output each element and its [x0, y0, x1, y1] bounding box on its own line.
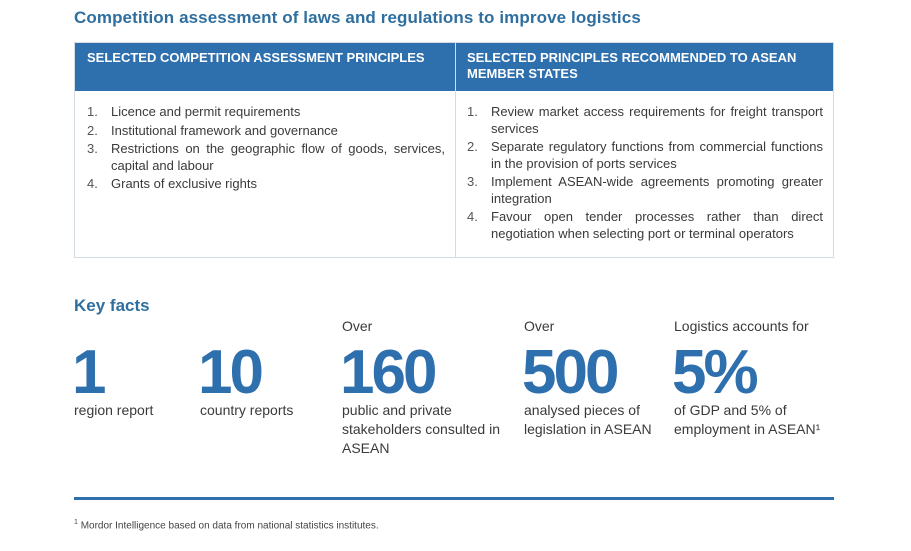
- fact-description: country reports: [200, 402, 294, 418]
- principles-table: [74, 42, 834, 258]
- footnote-text: Mordor Intelligence based on data from national statistics institutes.: [80, 520, 379, 532]
- fact-value: 160: [340, 338, 435, 407]
- list-item: 4. Favour open tender processes rather than direct negotiation when selecting port or terminal operators: [467, 209, 823, 241]
- footnote: [74, 519, 379, 531]
- fact-prefix: Logistics accounts for: [674, 318, 809, 334]
- list-item: 2. Institutional framework and governance: [87, 122, 338, 138]
- competition-principles-list: [87, 104, 445, 195]
- fact-prefix: Over: [524, 318, 555, 334]
- fact-description: public and private stakeholders consulted in ASEAN: [342, 402, 500, 456]
- footnote-marker: 1: [74, 519, 78, 526]
- fact-value: 500: [522, 338, 617, 407]
- section-title: Competition assessment of laws and regulations to improve logistics: [74, 8, 641, 27]
- list-item: 3. Restrictions on the geographic flow of goods, services, capital and labour: [87, 141, 445, 173]
- left-column-header: SELECTED COMPETITION ASSESSMENT PRINCIPLES: [87, 50, 425, 65]
- fact-description: of GDP and 5% of employment in ASEAN¹: [674, 402, 821, 437]
- fact-description: analysed pieces of legislation in ASEAN: [524, 402, 652, 437]
- list-item: 4. Grants of exclusive rights: [87, 176, 257, 191]
- asean-principles-list: [467, 104, 823, 244]
- fact-value: 1: [72, 338, 104, 407]
- table-header: [75, 43, 833, 91]
- right-column-header: SELECTED PRINCIPLES RECOMMENDED TO ASEAN MEMBER STATES: [467, 50, 797, 81]
- column-divider: [455, 43, 456, 257]
- fact-description: region report: [74, 402, 154, 418]
- fact-value: 5%: [672, 338, 756, 407]
- list-item: 2. Separate regulatory functions from commercial functions in the provision of ports services: [467, 139, 823, 171]
- fact-value: 10: [198, 338, 261, 407]
- list-item: 3. Implement ASEAN-wide agreements promoting greater integration: [467, 174, 823, 206]
- list-item: 1. Review market access requirements for freight transport services: [467, 104, 823, 136]
- section-rule: [74, 497, 834, 500]
- list-item: 1. Licence and permit requirements: [87, 104, 301, 119]
- key-facts-title: Key facts: [74, 296, 150, 315]
- fact-prefix: Over: [342, 318, 373, 334]
